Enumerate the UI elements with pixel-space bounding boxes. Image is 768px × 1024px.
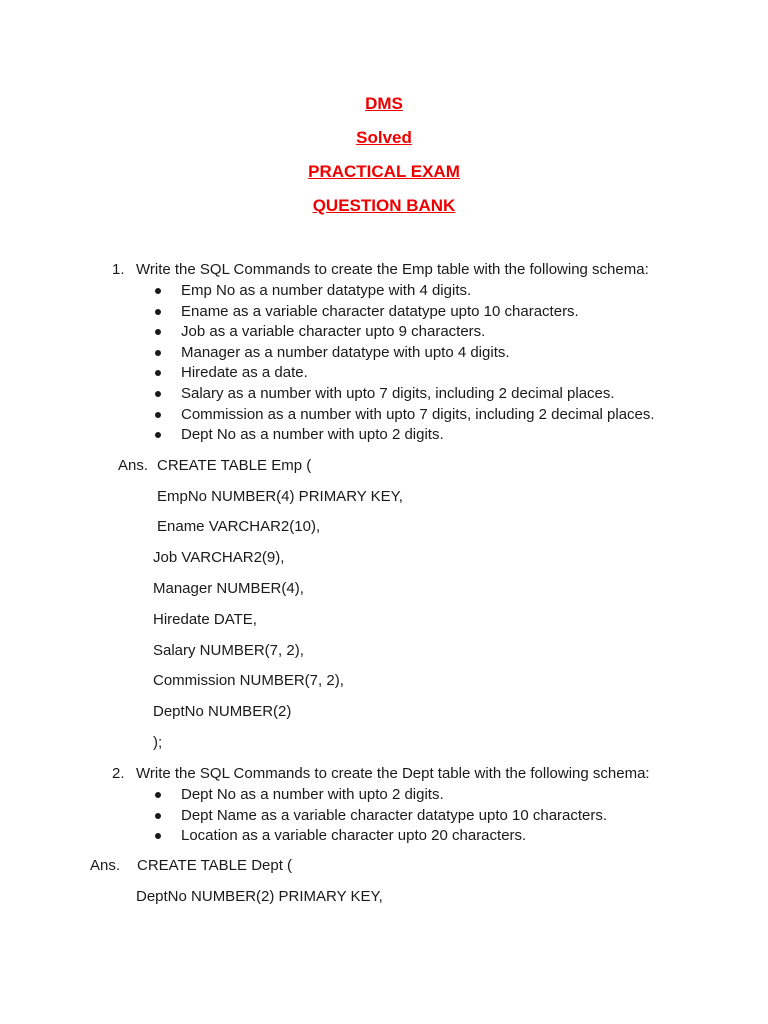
question-2-text: Write the SQL Commands to create the Dept table with the following schema:: [136, 765, 650, 782]
bullet-icon: [155, 350, 161, 356]
bullet-icon: [155, 288, 161, 294]
question-1-number: 1.: [112, 261, 125, 278]
code-line: CREATE TABLE Dept (: [137, 857, 293, 874]
bullet-icon: [155, 391, 161, 397]
code-line: CREATE TABLE Emp (: [157, 457, 312, 474]
code-line: Job VARCHAR2(9),: [153, 549, 285, 566]
question-2-number: 2.: [112, 765, 125, 782]
doc-title-solved: Solved: [356, 128, 412, 147]
bullet-icon: [155, 412, 161, 418]
list-item-text: Manager as a number datatype with upto 4 digits.: [181, 343, 510, 361]
answer-1-label: Ans.: [118, 457, 149, 474]
list-item-text: Hiredate as a date.: [181, 364, 308, 382]
list-item-text: Dept No as a number with upto 2 digits.: [181, 786, 444, 803]
list-item-text: Salary as a number with upto 7 digits, including 2 decimal places.: [181, 384, 615, 402]
doc-title-exam: PRACTICAL EXAM: [308, 162, 460, 181]
code-line: Salary NUMBER(7, 2),: [153, 642, 304, 659]
list-item-text: Ename as a variable character datatype upto 10 characters.: [181, 302, 579, 320]
code-line: Hiredate DATE,: [153, 611, 257, 628]
list-item-text: Job as a variable character upto 9 characters.: [181, 323, 486, 341]
bullet-icon: [155, 309, 161, 315]
list-item-text: Dept No as a number with upto 2 digits.: [181, 426, 444, 444]
bullet-icon: [155, 792, 161, 798]
bullet-icon: [155, 833, 161, 839]
list-item-text: Emp No as a number datatype with 4 digits.: [181, 282, 472, 299]
answer-2-label: Ans.: [90, 857, 121, 874]
code-line: Ename VARCHAR2(10),: [157, 518, 321, 535]
list-item-text: Dept Name as a variable character datatype upto 10 characters.: [181, 806, 608, 824]
question-1-text: Write the SQL Commands to create the Emp table with the following schema:: [136, 261, 649, 278]
code-line: EmpNo NUMBER(4) PRIMARY KEY,: [157, 488, 403, 505]
list-item-text: Commission as a number with upto 7 digits, including 2 decimal places.: [181, 405, 655, 423]
bullet-icon: [155, 329, 161, 335]
bullet-icon: [155, 432, 161, 438]
code-line: );: [153, 734, 163, 751]
bullet-icon: [155, 813, 161, 819]
code-line: Manager NUMBER(4),: [153, 580, 304, 597]
doc-title-subject: DMS: [365, 94, 403, 113]
doc-title-question-bank: QUESTION BANK: [312, 196, 456, 215]
bullet-icon: [155, 370, 161, 376]
code-line: DeptNo NUMBER(2) PRIMARY KEY,: [136, 888, 383, 905]
code-line: DeptNo NUMBER(2): [153, 703, 292, 720]
list-item-text: Location as a variable character upto 20 characters.: [181, 827, 527, 845]
code-line: Commission NUMBER(7, 2),: [153, 672, 344, 689]
